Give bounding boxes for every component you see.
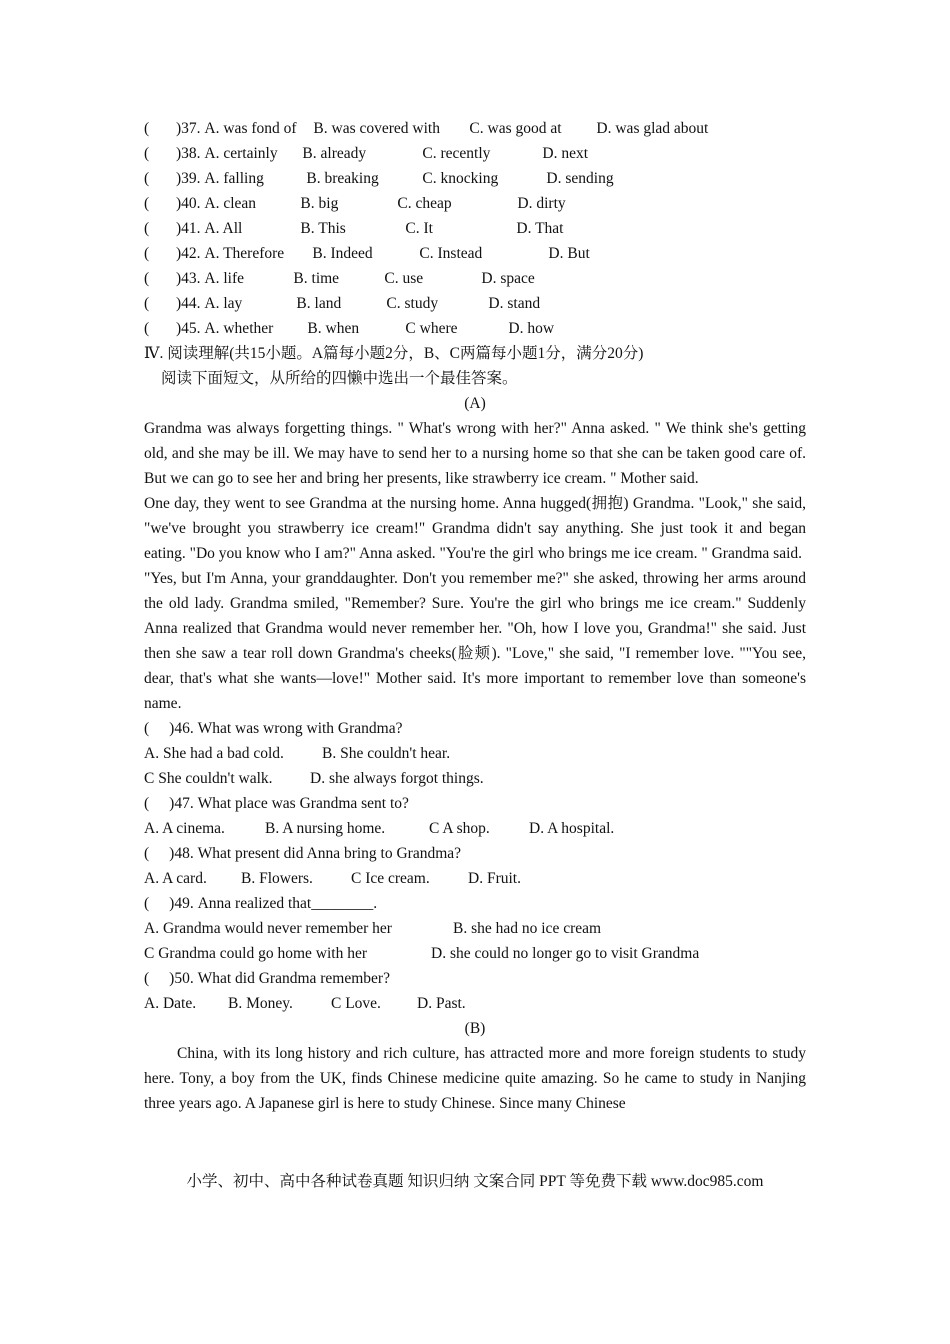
cloze-row-42: ( )42. A. Therefore B. Indeed C. Instead D. But xyxy=(144,241,806,266)
option-a: A. Grandma would never remember her xyxy=(144,920,392,937)
section-instruction: 阅读下面短文，从所给的四懒中选出一个最佳答案。 xyxy=(161,370,518,387)
option-a: A. A card. xyxy=(144,870,207,887)
option-c: C. use xyxy=(384,270,424,287)
passage-b-paragraph-1: China, with its long history and rich culture, has attracted more and more foreign students to study here. Tony, a boy from the UK, finds Chinese medicine quite amazing. So he came to study in Nanjing three years ago. A Japanese girl is here to study Chinese. Since many Chinese xyxy=(144,1045,806,1112)
option-d: D. space xyxy=(481,270,535,287)
option-d: D. next xyxy=(542,145,589,162)
option-c: C She couldn't walk. xyxy=(144,770,273,787)
option-b: B. This xyxy=(300,220,346,237)
option-d: D. stand xyxy=(488,295,541,312)
option-a: A. All xyxy=(204,220,243,237)
option-a: A. Therefore xyxy=(204,245,285,262)
option-d: D. she always forgot things. xyxy=(310,770,484,787)
passage-b-label: (B) xyxy=(464,1020,486,1037)
question-50: ( )50. What did Grandma remember? A. Date. B. Money. C Love. D. Past. xyxy=(144,966,806,1016)
option-d: D. That xyxy=(516,220,564,237)
question-stem: What was wrong with Grandma? xyxy=(197,720,403,737)
option-c: C Love. xyxy=(331,995,381,1012)
option-c: C A shop. xyxy=(429,820,490,837)
option-c: C. was good at xyxy=(469,120,562,137)
option-b: B. she had no ice cream xyxy=(453,920,602,937)
option-a: A. falling xyxy=(204,170,264,187)
option-c: C Grandma could go home with her xyxy=(144,945,367,962)
option-c: C Ice cream. xyxy=(351,870,430,887)
cloze-row-39: ( )39. A. falling B. breaking C. knocking D. sending xyxy=(144,166,806,191)
option-d: D. Fruit. xyxy=(468,870,521,887)
question-stem: Anna realized that________. xyxy=(197,895,378,912)
option-d: D. how xyxy=(508,320,555,337)
passage-a-paragraph-1: Grandma was always forgetting things. " What's wrong with her?" Anna asked. " We think she's getting old, and she may be ill. We may have to send her to a nursing home so that she can be taken good care of. But we can go to see her and bring her presents, like strawberry ice cream. " Mother said. xyxy=(144,420,806,487)
question-47: ( )47. What place was Grandma sent to? A. A cinema. B. A nursing home. C A shop. D. A hospital. xyxy=(144,791,806,841)
option-a: A. clean xyxy=(204,195,257,212)
passage-a-paragraph-2: One day, they went to see Grandma at the nursing home. Anna hugged(拥抱) Grandma. "Look," she said, "we've brought you strawberry ice cream!" Grandma didn't say anything. She just took it and began eating. "Do you know who I am?" Anna asked. "You're the girl who brings me ice cream. " Grandma said. xyxy=(144,495,806,562)
cloze-row-44: ( )44. A. lay B. land C. study D. stand xyxy=(144,291,806,316)
question-stem: What present did Anna bring to Grandma? xyxy=(197,845,462,862)
option-d: D. sending xyxy=(546,170,614,187)
option-d: D. was glad about xyxy=(596,120,709,137)
question-49: ( )49. Anna realized that________. A. Grandma would never remember her B. she had no ice cream C Grandma could go home with her D. she could no longer go to visit Grandma xyxy=(144,891,806,966)
cloze-row-40: ( )40. A. clean B. big C. cheap D. dirty xyxy=(144,191,806,216)
cloze-row-38: ( )38. A. certainly B. already C. recently D. next xyxy=(144,141,806,166)
cloze-row-45: ( )45. A. whether B. when C where D. how xyxy=(144,316,806,341)
option-a: A. She had a bad cold. xyxy=(144,745,284,762)
document-content xyxy=(144,116,806,1116)
option-b: B. big xyxy=(300,195,339,212)
cloze-row-37: ( )37. A. was fond of B. was covered with C. was good at D. was glad about xyxy=(144,116,806,141)
question-stem: What place was Grandma sent to? xyxy=(197,795,409,812)
option-b: B. time xyxy=(293,270,340,287)
option-b: B. Flowers. xyxy=(241,870,313,887)
question-48: ( )48. What present did Anna bring to Grandma? A. A card. B. Flowers. C Ice cream. D. Fruit. xyxy=(144,841,806,891)
option-b: B. She couldn't hear. xyxy=(322,745,451,762)
option-c: C. It xyxy=(405,220,433,237)
option-b: B. Indeed xyxy=(312,245,373,262)
option-b: B. A nursing home. xyxy=(265,820,386,837)
passage-a-paragraph-3: "Yes, but I'm Anna, your granddaughter. Don't you remember me?" she asked, throwing her arms around the old lady. Grandma smiled, "Remember? Sure. You're the girl who brings me ice cream." Suddenly Anna realized that Grandma would never remember her. "Oh, how I love you, Grandma!" she said. Just then she saw a tear roll down Grandma's cheeks(脸颊). "Love," she said, "I remember love. ""You see, dear, that's what she wants—love!" Mother said. It's more important to remember love than someone's name. xyxy=(144,570,806,712)
option-a: A. certainly xyxy=(204,145,278,162)
option-a: A. A cinema. xyxy=(144,820,225,837)
option-b: B. was covered with xyxy=(313,120,440,137)
option-c: C. study xyxy=(386,295,439,312)
cloze-row-41: ( )41. A. All B. This C. It D. That xyxy=(144,216,806,241)
option-a: A. lay xyxy=(204,295,243,312)
option-a: A. Date. xyxy=(144,995,197,1012)
option-b: B. Money. xyxy=(228,995,293,1012)
option-d: D. she could no longer go to visit Grandma xyxy=(431,945,700,962)
option-b: B. already xyxy=(302,145,367,162)
option-c: C. knocking xyxy=(422,170,499,187)
option-b: B. breaking xyxy=(306,170,379,187)
question-46: ( )46. What was wrong with Grandma? A. She had a bad cold. B. She couldn't hear. C She couldn't walk. D. she always forgot things. xyxy=(144,716,806,791)
question-stem: What did Grandma remember? xyxy=(197,970,390,987)
section-title: Ⅳ. 阅读理解(共15小题。A篇每小题2分，B、C两篇每小题1分，满分20分) xyxy=(144,345,644,362)
option-b: B. land xyxy=(296,295,342,312)
option-a: A. was fond of xyxy=(204,120,297,137)
option-a: A. whether xyxy=(204,320,274,337)
option-d: D. A hospital. xyxy=(529,820,615,837)
option-d: D. dirty xyxy=(517,195,566,212)
option-d: D. Past. xyxy=(417,995,466,1012)
passage-a-label: (A) xyxy=(464,395,486,412)
option-b: B. when xyxy=(307,320,360,337)
option-c: C. cheap xyxy=(397,195,452,212)
option-c: C. recently xyxy=(422,145,491,162)
cloze-options xyxy=(144,116,806,341)
page-footer: 小学、初中、高中各种试卷真题 知识归纳 文案合同 PPT 等免费下载 www.doc985.com xyxy=(186,1173,764,1190)
option-c: C. Instead xyxy=(419,245,483,262)
option-c: C where xyxy=(405,320,458,337)
cloze-row-43: ( )43. A. life B. time C. use D. space xyxy=(144,266,806,291)
option-d: D. But xyxy=(548,245,590,262)
option-a: A. life xyxy=(204,270,245,287)
